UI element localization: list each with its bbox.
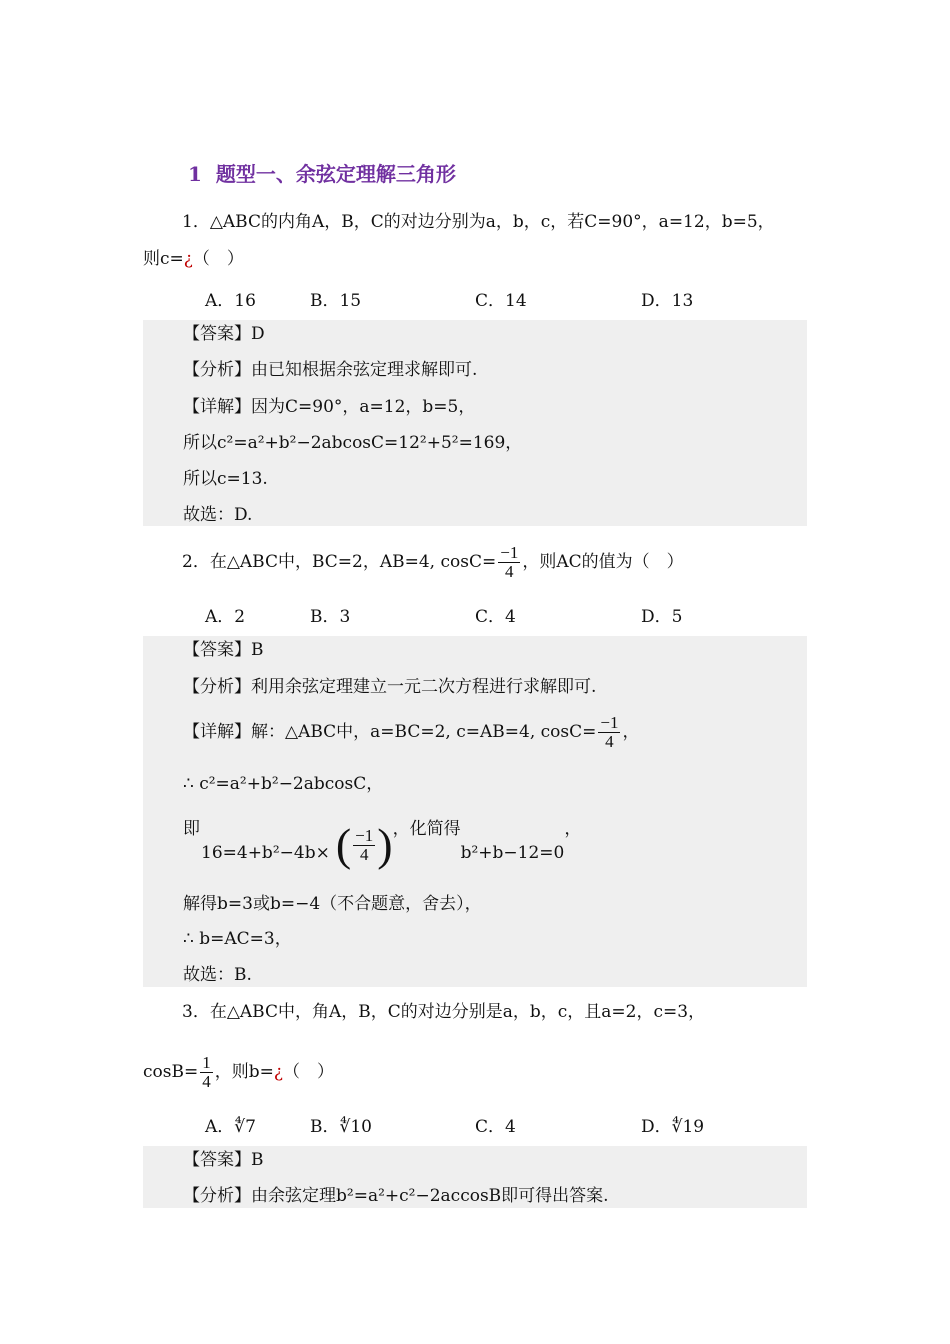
q2-detail-6: 故选：B. — [183, 965, 252, 985]
q3-stem-line1: 3．在△ABC中，角A，B，C的对边分别是a，b，c，且a=2，c=3， — [182, 1002, 706, 1022]
q1-analysis: 【分析】由已知根据余弦定理求解即可. — [183, 360, 478, 380]
q1-answer: 【答案】D — [183, 324, 265, 344]
q3-stem-prefix: cosB= — [143, 1062, 199, 1082]
q2-detail-3 — [201, 818, 581, 872]
q2-right-paren: ) — [377, 819, 393, 870]
section-number: 1 — [188, 162, 202, 186]
q2-detail-4: 解得b=3或b=−4（不合题意，舍去）， — [183, 894, 482, 914]
section-title-text: 题型一、余弦定理解三角形 — [215, 162, 456, 186]
q2-frac-num: −1 — [500, 543, 519, 562]
q2-paren-frac-num: −1 — [355, 825, 374, 845]
q1-stem-prefix: 则c= — [143, 249, 184, 269]
q2-detail-3-comma: ， — [564, 819, 582, 839]
q2-option-c: C．4 — [475, 607, 516, 627]
q2-detail-3-label: 即 — [183, 819, 200, 839]
q2-answer: 【答案】B — [183, 640, 264, 660]
q1-option-c: C．14 — [475, 291, 527, 311]
q1-detail-1: 【详解】因为C=90°，a=12，b=5， — [183, 397, 476, 417]
q2-detail-frac-num: −1 — [600, 713, 619, 732]
q1-option-a: A．16 — [205, 291, 256, 311]
q2-detail-2: ∴ c²=a²+b²−2abcosC， — [183, 774, 384, 794]
q3-blank-mark: ¿ — [273, 1062, 283, 1082]
q1-detail-4: 故选：D. — [183, 505, 253, 525]
q2-detail-fraction — [598, 714, 620, 751]
q2-detail-5: ∴ b=AC=3， — [183, 929, 292, 949]
q1-detail-3: 所以c=13. — [183, 469, 268, 489]
q2-left-paren: ( — [335, 819, 352, 870]
q3-option-d: D．∜19 — [641, 1117, 705, 1137]
q2-paren-frac-den: 4 — [359, 844, 369, 864]
q2-analysis: 【分析】利用余弦定理建立一元二次方程进行求解即可. — [183, 677, 597, 697]
q1-blank-mark: ¿ — [183, 249, 193, 269]
q1-option-d: D．13 — [641, 291, 694, 311]
q1-option-b: B．15 — [310, 291, 362, 311]
q2-stem-suffix: ，则AC的值为（ ） — [522, 552, 684, 572]
q3-option-b: B．∜10 — [310, 1117, 372, 1137]
q1-solution-box — [143, 320, 807, 526]
q2-solution-box — [143, 636, 807, 987]
q2-option-d: D．5 — [641, 607, 683, 627]
q2-frac-den: 4 — [505, 562, 514, 581]
q2-stem-prefix: 2．在△ABC中，BC=2，AB=4, cosC= — [182, 552, 497, 572]
q3-stem-suffix: （ ） — [282, 1062, 334, 1082]
q1-stem-line2 — [143, 248, 244, 270]
q2-detail-1 — [183, 710, 639, 754]
q2-detail-3-result: b²+b−12=0 — [460, 843, 565, 863]
section-title — [188, 158, 456, 187]
q2-detail-3-simplify: ，化简得 — [392, 819, 461, 839]
q3-option-a: A．∜7 — [205, 1117, 256, 1137]
q3-stem-line2 — [143, 1050, 334, 1094]
q3-frac-num: 1 — [202, 1053, 211, 1072]
q2-option-b: B．3 — [310, 607, 351, 627]
q2-paren-fraction — [353, 827, 375, 864]
q3-stem-fraction — [200, 1054, 213, 1091]
q1-stem-line1: 1．△ABC的内角A，B，C的对边分别为a，b，c，若C=90°，a=12，b=5， — [182, 212, 775, 232]
q3-solution-box — [143, 1146, 807, 1208]
q2-detail-1-prefix: 【详解】解：△ABC中，a=BC=2, c=AB=4, cosC= — [183, 722, 597, 742]
q2-detail-frac-den: 4 — [605, 732, 614, 751]
q2-stem — [182, 540, 684, 584]
q2-detail-3-eq: 16=4+b²−4b× — [201, 843, 330, 863]
q3-stem-mid: ，则b= — [214, 1062, 274, 1082]
q1-detail-2: 所以c²=a²+b²−2abcosC=12²+5²=169， — [183, 433, 523, 453]
q1-stem-suffix: （ ） — [192, 249, 244, 269]
q3-answer: 【答案】B — [183, 1150, 264, 1170]
q3-option-c: C．4 — [475, 1117, 516, 1137]
q2-option-a: A．2 — [205, 607, 246, 627]
q2-detail-1-suffix: ， — [622, 722, 640, 742]
q2-stem-fraction — [498, 544, 520, 581]
q3-frac-den: 4 — [202, 1072, 211, 1091]
q3-analysis: 【分析】由余弦定理b²=a²+c²−2accosB即可得出答案. — [183, 1186, 609, 1206]
